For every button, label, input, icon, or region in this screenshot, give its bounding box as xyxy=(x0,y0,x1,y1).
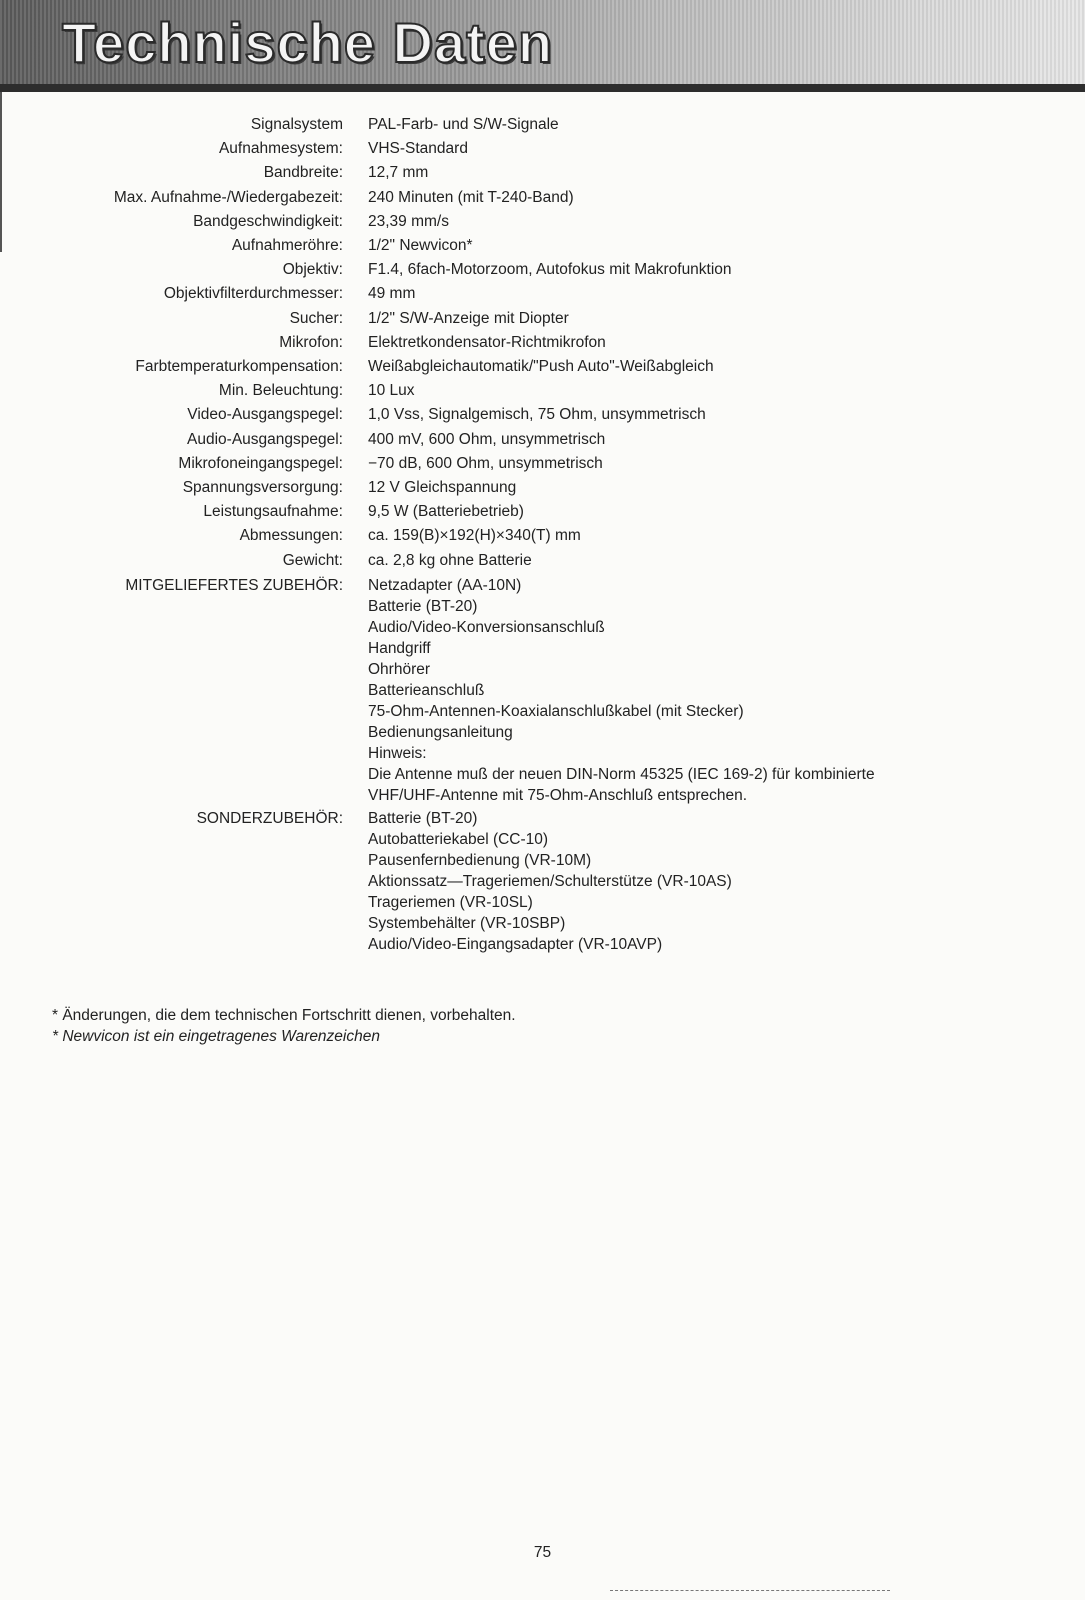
accessories-section xyxy=(0,575,1085,806)
spec-value: 12 V Gleichspannung xyxy=(368,479,517,497)
list-item: Batterie (BT-20) xyxy=(368,809,478,827)
spec-label: Max. Aufnahme-/Wiedergabezeit: xyxy=(113,188,343,206)
spec-value: 49 mm xyxy=(368,285,416,303)
list-item: Ohrhörer xyxy=(368,660,431,678)
spec-label: Bandgeschwindigkeit: xyxy=(193,212,343,230)
footnote-trademark: * Newvicon ist ein eingetragenes Warenzeichen xyxy=(52,1028,380,1045)
optional-accessories-label: SONDERZUBEHÖR: xyxy=(196,809,343,827)
spec-label: Mikrofoneingangspegel: xyxy=(178,454,343,472)
spec-value: 23,39 mm/s xyxy=(368,212,449,230)
spec-label: Mikrofon: xyxy=(279,333,343,351)
spec-row-signalsystem xyxy=(0,113,1085,137)
list-item: Hinweis: xyxy=(368,744,427,762)
spec-value: Weißabgleichautomatik/"Push Auto"-Weißabgleich xyxy=(368,358,714,376)
spec-row-farbtemperatur xyxy=(0,355,1085,379)
spec-row-aufnahmezeit xyxy=(0,186,1085,210)
spec-row-aufnahmesystem xyxy=(0,137,1085,161)
spec-value: F1.4, 6fach-Motorzoom, Autofokus mit Makrofunktion xyxy=(368,261,732,279)
accessories-label: MITGELIEFERTES ZUBEHÖR: xyxy=(125,576,343,594)
list-item: 75-Ohm-Antennen-Koaxialanschlußkabel (mit Stecker) xyxy=(368,702,744,720)
list-item: Netzadapter (AA-10N) xyxy=(368,576,522,594)
optional-accessories-section xyxy=(0,808,1085,955)
accessories-list xyxy=(365,575,1085,806)
spec-label: Gewicht: xyxy=(282,551,343,569)
spec-value: 400 mV, 600 Ohm, unsymmetrisch xyxy=(368,430,606,448)
spec-value: 1/2" Newvicon* xyxy=(368,237,473,255)
list-item: Bedienungsanleitung xyxy=(368,723,513,741)
spec-value: 240 Minuten (mit T-240-Band) xyxy=(368,188,574,206)
spec-value: ca. 2,8 kg ohne Batterie xyxy=(368,551,532,569)
spec-row-bandgeschwindigkeit xyxy=(0,210,1085,234)
spec-label: Objektiv: xyxy=(282,261,343,279)
spec-row-leistung xyxy=(0,500,1085,524)
spec-value: 9,5 W (Batteriebetrieb) xyxy=(368,503,524,521)
spec-label: Signalsystem xyxy=(250,116,343,133)
list-item: Batterie (BT-20) xyxy=(368,597,478,615)
spec-row-spannung xyxy=(0,476,1085,500)
list-item: VHF/UHF-Antenne mit 75-Ohm-Anschluß entsprechen. xyxy=(368,786,748,804)
spec-value: 1,0 Vss, Signalgemisch, 75 Ohm, unsymmetrisch xyxy=(368,406,706,424)
banner-rule xyxy=(0,84,1085,92)
spec-value: −70 dB, 600 Ohm, unsymmetrisch xyxy=(368,454,603,472)
spec-row-abmessungen xyxy=(0,524,1085,548)
spec-value: Elektretkondensator-Richtmikrofon xyxy=(368,333,606,351)
spec-label: Abmessungen: xyxy=(239,527,343,545)
list-item: Aktionssatz—Trageriemen/Schulterstütze (VR-10AS) xyxy=(368,872,732,890)
spec-label: Bandbreite: xyxy=(263,164,343,182)
page-title: Technische Daten xyxy=(62,11,554,74)
list-item: Trageriemen (VR-10SL) xyxy=(368,893,533,911)
title-banner xyxy=(0,0,1085,92)
spec-value: 12,7 mm xyxy=(368,164,429,182)
spec-value: VHS-Standard xyxy=(368,140,468,158)
spec-row-video-ausgang xyxy=(0,403,1085,427)
spec-table xyxy=(0,113,1085,955)
spec-value: 1/2" S/W-Anzeige mit Diopter xyxy=(368,309,569,327)
spec-label: Farbtemperaturkompensation: xyxy=(135,358,343,376)
list-item: Systembehälter (VR-10SBP) xyxy=(368,914,566,932)
spec-value: 10 Lux xyxy=(368,382,415,400)
spec-row-gewicht xyxy=(0,549,1085,573)
footnotes xyxy=(52,1005,516,1047)
spec-row-bandbreite xyxy=(0,161,1085,185)
scan-artifact-line xyxy=(610,1590,890,1591)
spec-label: Aufnahmesystem: xyxy=(218,140,343,158)
spec-label: Sucher: xyxy=(289,309,343,327)
list-item: Handgriff xyxy=(368,639,431,657)
spec-row-objektiv xyxy=(0,258,1085,282)
list-item: Batterieanschluß xyxy=(368,681,485,699)
list-item: Audio/Video-Eingangsadapter (VR-10AVP) xyxy=(368,935,663,953)
list-item: Pausenfernbedienung (VR-10M) xyxy=(368,851,592,869)
optional-accessories-list xyxy=(365,808,1085,955)
spec-label: Min. Beleuchtung: xyxy=(218,382,343,400)
spec-row-mikrofon xyxy=(0,331,1085,355)
spec-label: Video-Ausgangspegel: xyxy=(187,406,343,424)
spec-label: Aufnahmeröhre: xyxy=(231,237,343,255)
spec-row-filterdurchmesser xyxy=(0,282,1085,306)
spec-label: Objektivfilterdurchmesser: xyxy=(163,285,343,303)
spec-row-aufnahmeroehre xyxy=(0,234,1085,258)
list-item: Autobatteriekabel (CC-10) xyxy=(368,830,549,848)
list-item: Audio/Video-Konversionsanschluß xyxy=(368,618,605,636)
footnote-changes: * Änderungen, die dem technischen Fortschritt dienen, vorbehalten. xyxy=(52,1007,516,1024)
list-item: Die Antenne muß der neuen DIN-Norm 45325 (IEC 169-2) für kombinierte xyxy=(368,765,875,783)
spec-value: PAL-Farb- und S/W-Signale xyxy=(368,116,559,133)
spec-row-sucher xyxy=(0,307,1085,331)
page-number: 75 xyxy=(533,1544,552,1561)
spec-label: Audio-Ausgangspegel: xyxy=(187,430,343,448)
spec-row-audio-ausgang xyxy=(0,428,1085,452)
spec-row-beleuchtung xyxy=(0,379,1085,403)
spec-label: Leistungsaufnahme: xyxy=(203,503,343,521)
spec-row-mikrofoneingang xyxy=(0,452,1085,476)
spec-value: ca. 159(B)×192(H)×340(T) mm xyxy=(368,527,581,545)
spec-label: Spannungsversorgung: xyxy=(182,479,343,497)
